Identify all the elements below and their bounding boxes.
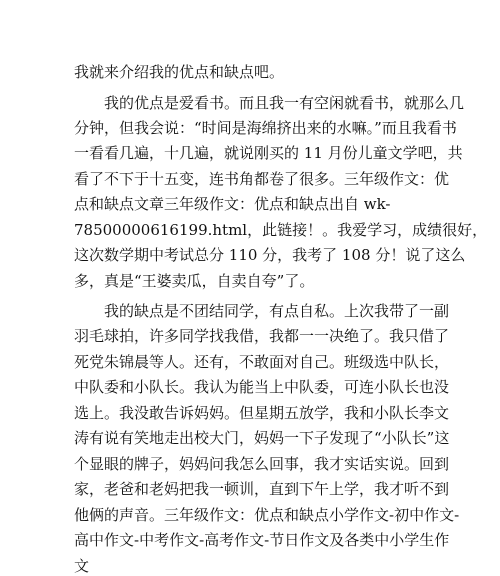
text-line: 文 bbox=[74, 557, 90, 575]
text-line: 我的缺点是不团结同学，有点自私。上次我带了一副 bbox=[104, 302, 450, 320]
text-line: 多，真是“王婆卖瓜，自卖自夸”了。 bbox=[74, 272, 315, 290]
text-line: 我就来介绍我的优点和缺点吧。 bbox=[74, 63, 285, 81]
text-line: 分钟，但我会说：“时间是海绵挤出来的水嘛。”而且我看书 bbox=[74, 119, 457, 137]
text-line: 他俩的声音。三年级作文：优点和缺点小学作文-初中作文- bbox=[74, 506, 460, 524]
text-line: 看了不下于十五变，连书角都卷了很多。三年级作文：优 bbox=[74, 170, 450, 188]
text-line: 这次数学期中考试总分 110 分，我考了 108 分！说了这么 bbox=[74, 246, 466, 264]
text-line: 选上。我没敢告诉妈妈。但星期五放学，我和小队长李文 bbox=[74, 404, 450, 422]
text-line: 78500000616199.html，此链接！。我爱学习，成绩很好， bbox=[74, 221, 488, 239]
text-line: 涛有说有笑地走出校大门，妈妈一下子发现了“小队长”这 bbox=[74, 429, 450, 447]
text-line: 高中作文-中考作文-高考作文-节日作文及各类中小学生作 bbox=[74, 531, 450, 549]
text-line: 中队委和小队长。我认为能当上中队委，可连小队长也没 bbox=[74, 378, 450, 396]
text-line: 羽毛球拍，许多同学找我借，我都一一决绝了。我只借了 bbox=[74, 327, 450, 345]
text-line: 死党朱锦晨等人。还有，不敢面对自己。班级选中队长， bbox=[74, 353, 450, 371]
text-line: 我的优点是爱看书。而且我一有空闲就看书，就那么几 bbox=[104, 94, 465, 112]
text-line: 个显眼的牌子，妈妈问我怎么回事，我才实话实说。回到 bbox=[74, 455, 450, 473]
text-line: 一看看几遍，十几遍，就说刚买的 11 月份儿童文学吧，共 bbox=[74, 144, 463, 162]
text-line: 家，老爸和老妈把我一顿训，直到下午上学，我才听不到 bbox=[74, 480, 450, 498]
text-line: 点和缺点文章三年级作文：优点和缺点出自 wk- bbox=[74, 195, 391, 213]
